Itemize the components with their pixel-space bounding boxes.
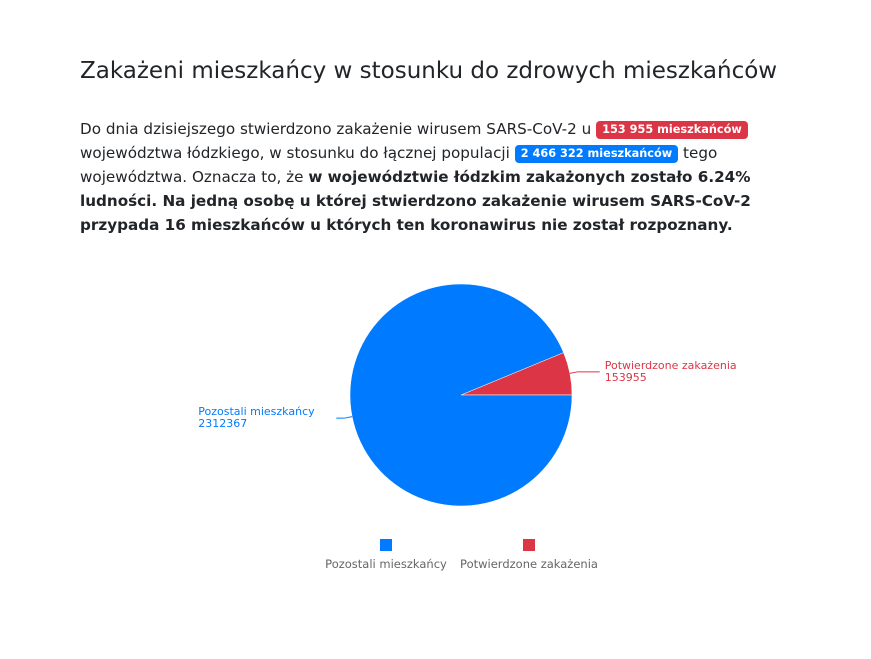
pie-label-value-pozostali-mieszkancy: 2312367 <box>198 417 248 431</box>
pie-label-line-pozostali-mieszkancy <box>336 417 352 419</box>
pie-chart <box>0 250 871 600</box>
legend-swatch-pozostali-mieszkancy <box>380 539 392 551</box>
summary-paragraph <box>80 117 820 237</box>
summary-bold-text: w województwie łódzkim zakażonych zostało 6.24% ludności. Na jedną osobę u której stwierdzono zakażenie wirusem SARS-CoV-2 przypada 16 mieszkańców u których ten koronawirus nie został rozpoznany. <box>80 168 751 234</box>
legend-label-potwierdzone-zakazenia: Potwierdzone zakażenia <box>460 557 598 571</box>
chart-container <box>0 250 871 600</box>
summary-text-1: Do dnia dzisiejszego stwierdzono zakażenie wirusem SARS-CoV-2 u <box>80 120 597 138</box>
legend-swatch-potwierdzone-zakazenia <box>523 539 535 551</box>
population-count-badge: 2 466 322 mieszkańców <box>515 145 679 163</box>
summary-text-2: województwa łódzkiego, w stosunku do łącznej populacji <box>80 144 515 162</box>
pie-label-name-potwierdzone-zakazenia: Potwierdzone zakażenia <box>604 358 737 372</box>
summary-text-3: tego województwa. Oznacza to, że <box>80 144 718 186</box>
legend-label-pozostali-mieszkancy: Pozostali mieszkańcy <box>325 557 447 571</box>
pie-label-name-pozostali-mieszkancy: Pozostali mieszkańcy <box>198 405 315 419</box>
pie-label-value-potwierdzone-zakazenia: 153955 <box>604 370 647 384</box>
pie-label-line-potwierdzone-zakazenia <box>570 372 600 374</box>
page-title: Zakażeni mieszkańcy w stosunku do zdrowych mieszkańców <box>80 58 778 84</box>
pie-slice-pozostali-mieszkancy <box>350 284 572 506</box>
infected-count-badge: 153 955 mieszkańców <box>596 121 748 139</box>
